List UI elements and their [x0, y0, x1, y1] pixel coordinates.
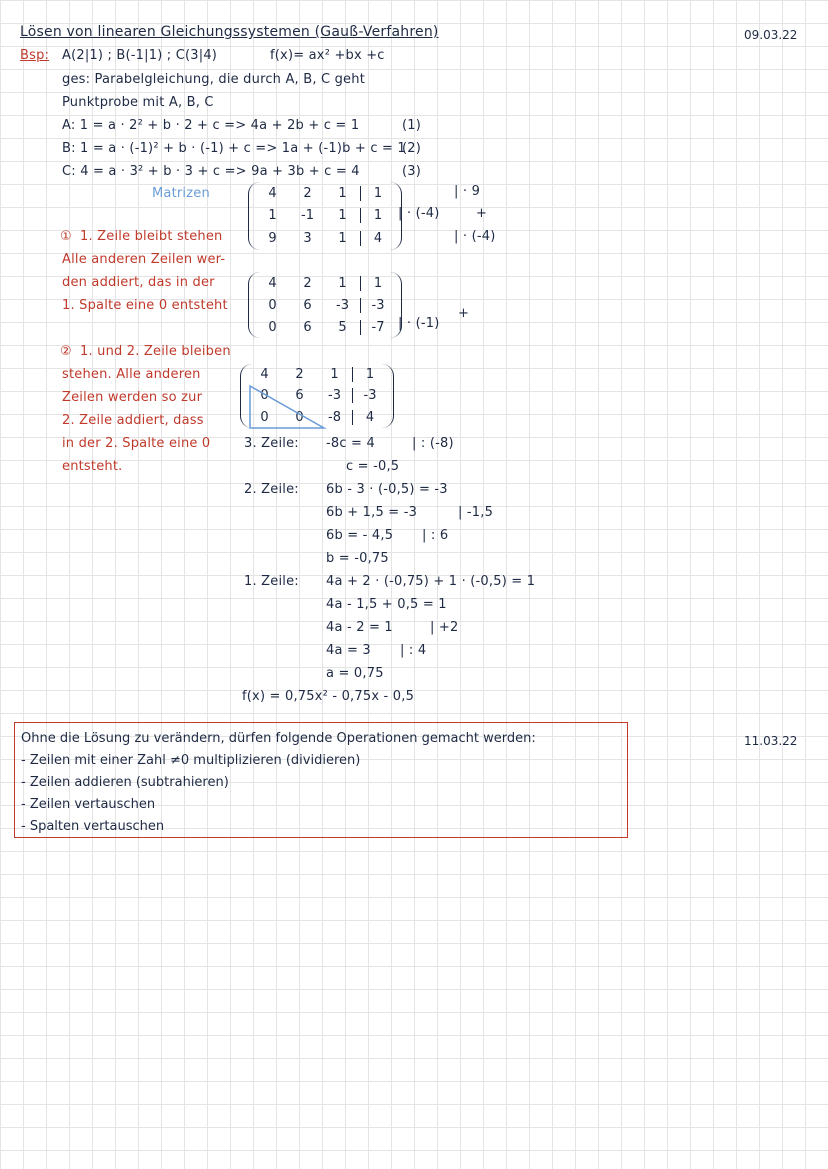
matrix-cell: 9 — [268, 231, 277, 247]
point-test-text: Punktprobe mit A, B, C — [62, 95, 214, 110]
step-2-line: Zeilen werden so zur — [62, 390, 203, 405]
row-1-equation-1: 4a + 2 · (-0,75) + 1 · (-0,5) = 1 — [326, 574, 536, 589]
step-2-line: 1. und 2. Zeile bleiben — [80, 344, 231, 359]
matrix-cell: 0 — [268, 297, 277, 313]
step-2-marker: ② — [60, 344, 72, 359]
matrix-cell: -1 — [301, 208, 314, 224]
matrix-label: Matrizen — [152, 186, 210, 201]
step-2-line: entsteht. — [62, 459, 123, 474]
step-1-line: 1. Spalte eine 0 entsteht — [62, 298, 228, 313]
c-value: c = -0,5 — [346, 459, 400, 474]
row-3-label: 3. Zeile: — [244, 436, 299, 451]
matrix-initial — [248, 182, 402, 250]
matrix-cell: 4 — [260, 367, 269, 383]
row-1-operation-2: | : 4 — [400, 643, 427, 658]
a-value: a = 0,75 — [326, 666, 384, 681]
matrix-cell: 3 — [303, 231, 312, 247]
row-2-equation-1: 6b - 3 · (-0,5) = -3 — [326, 482, 448, 497]
row-2-operation-2: | : 6 — [422, 528, 449, 543]
matrix-cell: 1 — [338, 208, 347, 224]
rule-item: - Zeilen mit einer Zahl ≠0 multiplizieren (dividieren) — [21, 753, 361, 768]
triangle-marker — [248, 384, 328, 432]
step-1-line: 1. Zeile bleibt stehen — [80, 229, 223, 244]
rule-item: - Zeilen vertauschen — [21, 797, 156, 812]
plus-sign: + — [458, 306, 470, 321]
row-2-operation-1: | -1,5 — [458, 505, 494, 520]
row-1-label: 1. Zeile: — [244, 574, 299, 589]
date-label: 09.03.22 — [744, 28, 798, 42]
rule-item: - Zeilen addieren (subtrahieren) — [21, 775, 229, 790]
row-1-operation-1: | +2 — [430, 620, 459, 635]
matrix-cell: 4 — [268, 275, 277, 291]
date-label: 11.03.22 — [744, 734, 798, 748]
example-label: Bsp: — [20, 48, 50, 63]
matrix-cell: 6 — [295, 388, 304, 404]
step-2-line: 2. Zeile addiert, dass — [62, 413, 204, 428]
matrix-cell: -3 — [352, 388, 387, 403]
function-template: f(x)= ax² +bx +c — [270, 48, 385, 63]
step-2-line: stehen. Alle anderen — [62, 367, 201, 382]
matrix-cell: 1 — [268, 208, 277, 224]
equation-number-1: (1) — [402, 118, 422, 133]
matrix-cell: 1 — [360, 276, 395, 291]
matrix-cell: -7 — [360, 320, 395, 335]
step-1-line: Alle anderen Zeilen wer- — [62, 252, 226, 267]
matrix-cell: 2 — [303, 185, 312, 201]
row-3-operation: | : (-8) — [412, 436, 454, 451]
matrix-cell: 0 — [295, 409, 304, 425]
given-points: A(2|1) ; B(-1|1) ; C(3|4) — [62, 48, 218, 63]
matrix-cell: 4 — [268, 185, 277, 201]
step-1-line: den addiert, das in der — [62, 275, 215, 290]
rules-intro: Ohne die Lösung zu verändern, dürfen folgende Operationen gemacht werden: — [21, 731, 536, 746]
equation-a: A: 1 = a · 2² + b · 2 + c => 4a + 2b + c = 1 — [62, 118, 360, 133]
matrix-cell: -3 — [360, 298, 395, 313]
matrix-cell: -3 — [328, 388, 341, 404]
row-1-equation-3: 4a - 2 = 1 — [326, 620, 393, 635]
matrix-cell: 1 — [338, 185, 347, 201]
goal-text: ges: Parabelgleichung, die durch A, B, C geht — [62, 72, 365, 87]
matrix-cell: 6 — [303, 297, 312, 313]
matrix-cell: 2 — [295, 367, 304, 383]
matrix-step-1 — [248, 272, 402, 338]
matrix-cell: 5 — [338, 319, 347, 335]
matrix-cell: 0 — [260, 409, 269, 425]
b-value: b = -0,75 — [326, 551, 389, 566]
matrix-cell: 1 — [330, 367, 339, 383]
matrix-cell: 0 — [260, 388, 269, 404]
matrix-cell: 1 — [360, 186, 395, 201]
matrix-cell: -8 — [328, 409, 341, 425]
matrix-cell: 0 — [268, 319, 277, 335]
row-operation-1: | · (-4) — [398, 206, 440, 221]
row-1-equation-2: 4a - 1,5 + 0,5 = 1 — [326, 597, 447, 612]
matrix-cell: 6 — [303, 319, 312, 335]
row-2-equation-2: 6b + 1,5 = -3 — [326, 505, 418, 520]
row-2-equation-3: 6b = - 4,5 — [326, 528, 394, 543]
equation-c: C: 4 = a · 3² + b · 3 + c => 9a + 3b + c = 4 — [62, 164, 360, 179]
matrix-cell: 4 — [360, 231, 395, 246]
matrix-cell: 1 — [360, 208, 395, 223]
rules-box — [14, 722, 628, 838]
page-title: Lösen von linearen Gleichungssystemen (Gauß-Verfahren) — [20, 24, 439, 40]
row-operation-4: | · (-1) — [398, 316, 440, 331]
matrix-cell: 4 — [352, 410, 387, 425]
matrix-cell: 2 — [303, 275, 312, 291]
rule-item: - Spalten vertauschen — [21, 819, 165, 834]
step-2-line: in der 2. Spalte eine 0 — [62, 436, 211, 451]
row-3-equation: -8c = 4 — [326, 436, 375, 451]
row-operation-2: | · 9 — [454, 184, 481, 199]
row-operation-3: | · (-4) — [454, 229, 496, 244]
matrix-cell: 1 — [352, 367, 387, 382]
equation-number-2: (2) — [402, 141, 422, 156]
result-function: f(x) = 0,75x² - 0,75x - 0,5 — [242, 689, 415, 704]
matrix-cell: 1 — [338, 275, 347, 291]
matrix-cell: 1 — [338, 231, 347, 247]
row-2-label: 2. Zeile: — [244, 482, 299, 497]
equation-b: B: 1 = a · (-1)² + b · (-1) + c => 1a + (-1)b + c = 1 — [62, 141, 406, 156]
matrix-cell: -3 — [336, 297, 349, 313]
equation-number-3: (3) — [402, 164, 422, 179]
row-1-equation-4: 4a = 3 — [326, 643, 371, 658]
plus-sign: + — [476, 206, 488, 221]
step-1-marker: ① — [60, 229, 72, 244]
